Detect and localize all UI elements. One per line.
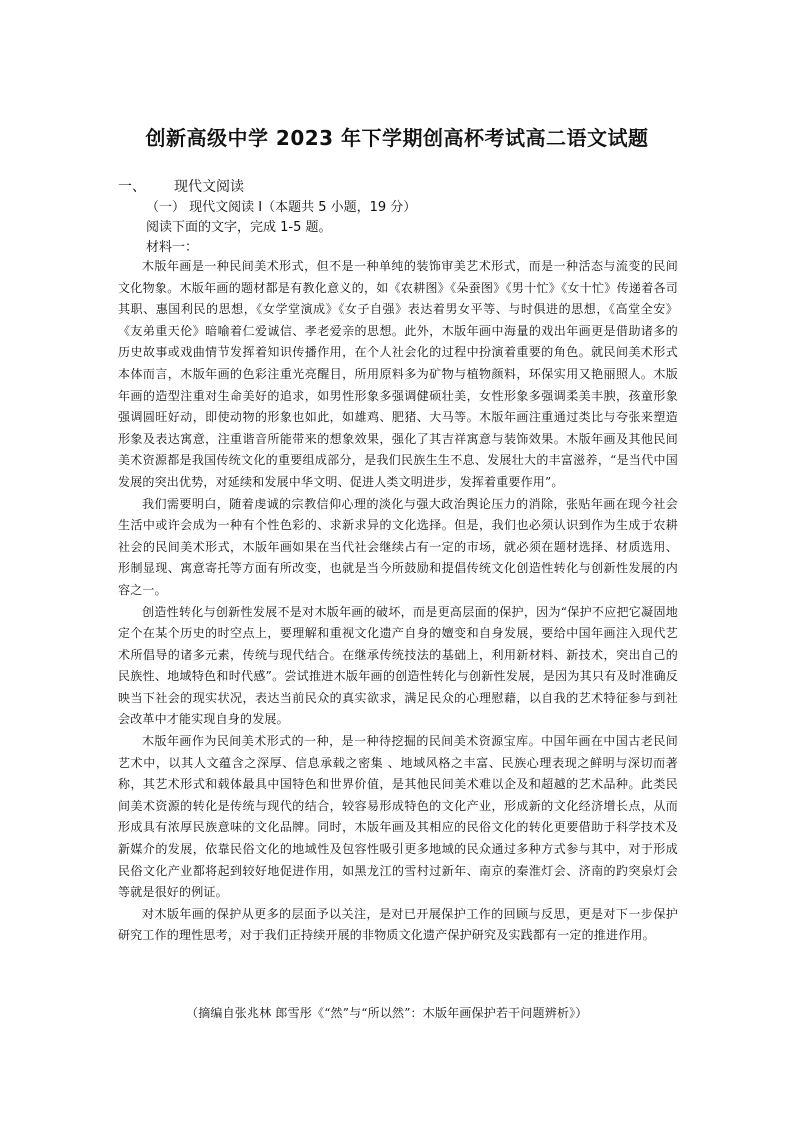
- section-heading: [118, 176, 244, 196]
- passage-paragraph: 我们需要明白，随着虔诚的宗教信仰心理的淡化与强大政治舆论压力的消除，张贴年画在现今社会生活中或许会成为一种有个性色彩的、求新求异的文化选择。但是，我们也必须认识到作为生成于农耕社会的民间美术形式，木版年画如果在当代社会继续占有一定的市场，就必须在题材选择、材质选用、形制显现、寓意寄托等方面有所改变，也就是当今所鼓励和提倡传统文化创造性转化与创新性发展的内容之一。: [118, 496, 678, 597]
- reading-passage: [118, 256, 678, 947]
- section-label: 现代文阅读: [174, 179, 244, 195]
- passage-paragraph: 木版年画是一种民间美术形式，但不是一种单纯的装饰审美艺术形式，而是一种活态与流变的民间文化物象。木版年画的题材都是有教化意义的，如《农耕图》《朵蚕图》《男十忙》《女十忙》传递着各司其职、惠国利民的思想，《女学堂演成》《女子自强》表达着男女平等、与时俱进的思想，《高堂全安》《友弟重天伦》暗喻着仁爱诚信、孝老爱亲的思想。此外，木版年画中海量的戏出年画更是借助诸多的历史故事或戏曲情节发挥着知识传播作用，在个人社会化的过程中扮演着重要的角色。就民间美术形式本体而言，木版年画的色彩注重光亮醒目，所用原料多为矿物与植物颜料，环保实用又艳丽照人。木版年画的造型注重对生命美好的追求，如男性形象多强调健硕壮美，女性形象多强调柔美丰腴，孩童形象强调圆旺好动，即使动物的形象也如此，如雄鸡、肥猪、大马等。木版年画注重通过类比与夸张来塑造形象及表达寓意，注重谐音所能带来的想象效果，强化了其吉祥寓意与装饰效果。木版年画及其他民间美术资源都是我国传统文化的重要组成部分，是我们民族生生不息、发展壮大的丰富滋养，“是当代中国发展的突出优势，对延续和发展中华文明、促进人类文明进步，发挥着重要作用”。: [118, 259, 678, 489]
- source-citation: （摘编自张兆林 郎雪彤《“然”与“所以然”：木版年画保护若干问题辨析》）: [186, 1006, 588, 1020]
- section-number: 一、: [118, 179, 146, 195]
- reading-instruction: 阅读下面的文字，完成 1-5 题。: [146, 220, 332, 235]
- passage-paragraph: 木版年画作为民间美术形式的一种，是一种待挖掘的民间美术资源宝库。中国年画在中国古老民间艺术中，以其人文蕴含之深厚、信息承载之密集 、地域风格之丰富、民族心理表现之鲜明与深切而著称，其艺术形式和载体最具中国特色和世界价值，是其他民间美术难以企及和超越的艺术品种。此类民间美术资源的转化是传统与现代的结合，较容易形成特色的文化产业，形成新的文化经济增长点，从而形成具有浓厚民族意味的文化品牌。同时，木版年画及其相应的民俗文化的转化更要借助于科学技术及新媒介的发展，依靠民俗文化的地域性及包容性吸引更多地域的民众通过多种方式参与其中，对于形成民俗文化产业都将起到较好地促进作用，如黑龙江的雪村过新年、南京的秦淮灯会、济南的趵突泉灯会等就是很好的例证。: [118, 734, 678, 900]
- material-label: 材料一：: [146, 240, 199, 255]
- subsection-heading: （一） 现代文阅读 I（本题共 5 小题，19 分）: [146, 200, 417, 215]
- exam-title: 创新高级中学 2023 年下学期创高杯考试高二语文试题: [145, 126, 649, 150]
- passage-paragraph: 对木版年画的保护从更多的层面予以关注，是对已开展保护工作的回顾与反思，更是对下一步保护研究工作的理性思考，对于我们正持续开展的非物质文化遗产保护研究及实践都有一定的推进作用。: [118, 906, 678, 943]
- passage-paragraph: 创造性转化与创新性发展不是对木版年画的破坏，而是更高层面的保护，因为“保护不应把它凝固地定个在某个历史的时空点上，要理解和重视文化遗产自身的嬗变和自身发展，要给中国年画注入现代艺术所倡导的诸多元素，传统与现代结合。在继承传统技法的基础上，利用新材料、新技术，突出自己的民族性、地域特色和时代感”。尝试推进木版年画的创造性转化与创新性发展，是因为其只有及时准确反映当下社会的现实状况，表达当前民众的真实欲求，满足民众的心理慰藉，以自我的艺术特征参与到社会改革中才能实现自身的发展。: [118, 604, 678, 727]
